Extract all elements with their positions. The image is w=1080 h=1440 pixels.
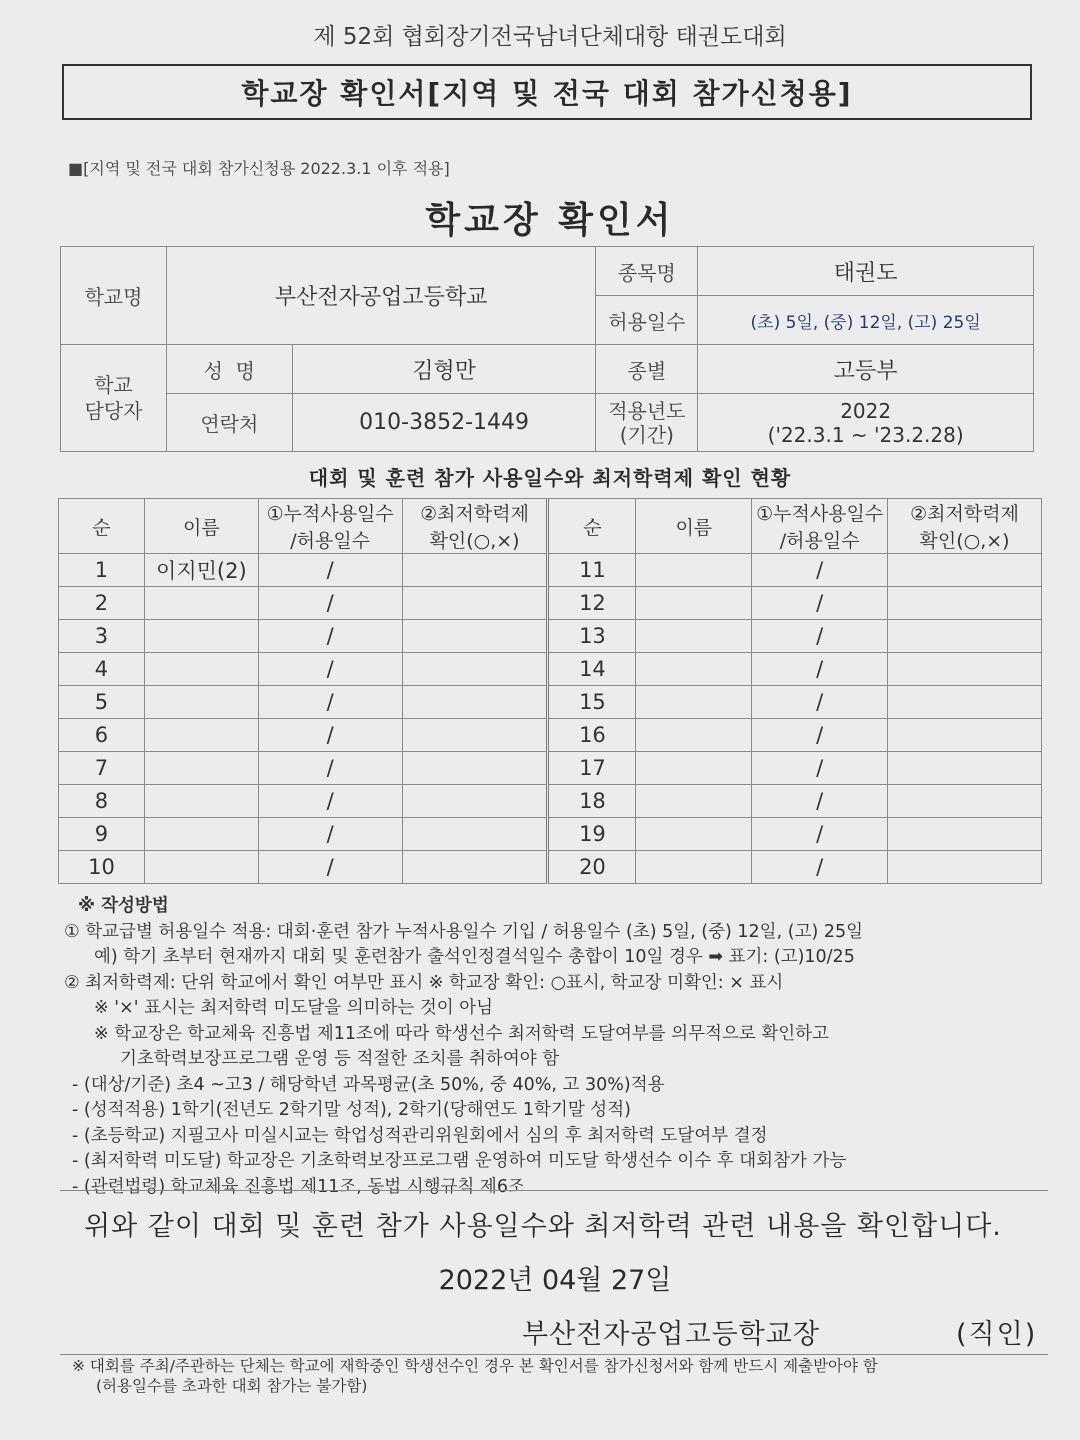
confirmation-date: 2022년 04월 27일 — [438, 1265, 672, 1296]
document-title-box — [62, 64, 1032, 120]
footer-line: (허용일수를 초과한 대회 참가는 불가함) — [96, 1377, 368, 1395]
min-academic-check — [402, 686, 548, 719]
table-row — [59, 554, 1042, 587]
days-used: / — [752, 686, 888, 719]
form-title: 학교장 확인서 — [425, 200, 675, 241]
document-title: 학교장 확인서[지역 및 전국 대회 참가신청용] — [241, 77, 853, 110]
participant-name — [636, 587, 752, 620]
table-row — [59, 785, 1042, 818]
divider — [60, 1190, 1048, 1191]
participant-name — [636, 620, 752, 653]
instruction-line: - (대상/기준) 초4 ~고3 / 해당학년 과목평균(초 50%, 중 40%, 고 30%)적용 — [72, 1074, 665, 1095]
participant-name — [636, 851, 752, 884]
division-value: 고등부 — [698, 345, 1034, 394]
row-number: 12 — [548, 587, 636, 620]
school-name-value: 부산전자공업고등학교 — [166, 247, 596, 345]
table-row — [59, 686, 1042, 719]
min-academic-check — [402, 587, 548, 620]
days-used: / — [258, 653, 402, 686]
days-used: / — [752, 851, 888, 884]
participant-name — [144, 686, 258, 719]
instructions — [64, 894, 1054, 1200]
min-academic-check — [402, 818, 548, 851]
header-days-right: ①누적사용일수 — [752, 499, 888, 527]
min-academic-check — [402, 851, 548, 884]
sport-value: 태권도 — [698, 247, 1034, 296]
days-used: / — [752, 785, 888, 818]
table-row — [59, 851, 1042, 884]
days-used: / — [752, 752, 888, 785]
allowed-days-label: 허용일수 — [596, 296, 698, 345]
table-row — [59, 620, 1042, 653]
row-number: 18 — [548, 785, 636, 818]
header-check-left-sub: 확인(○,×) — [402, 526, 548, 554]
header-days-left-sub: /허용일수 — [258, 526, 402, 554]
participant-name — [144, 653, 258, 686]
header-days-left: ①누적사용일수 — [258, 499, 402, 527]
min-academic-check — [888, 620, 1042, 653]
instruction-line: - (최저학력 미도달) 학교장은 기초학력보장프로그램 운영하여 미도달 학생선수 이수 후 대회참가 가능 — [72, 1151, 847, 1171]
row-number: 20 — [548, 851, 636, 884]
table-row — [59, 818, 1042, 851]
days-used: / — [258, 752, 402, 785]
row-number: 11 — [548, 554, 636, 587]
row-number: 7 — [59, 752, 145, 785]
min-academic-check — [402, 653, 548, 686]
instruction-line: ※ '×' 표시는 최저학력 미도달을 의미하는 것이 아님 — [94, 998, 494, 1018]
period-label: 적용년도 (기간) — [596, 394, 698, 452]
instruction-line: - (초등학교) 지필고사 미실시교는 학업성적관리위원회에서 심의 후 최저학력 도달여부 결정 — [72, 1125, 768, 1146]
row-number: 19 — [548, 818, 636, 851]
participant-name — [144, 620, 258, 653]
days-used: / — [258, 719, 402, 752]
period-year: 2022 — [840, 398, 892, 423]
min-academic-check — [888, 752, 1042, 785]
min-academic-check — [402, 620, 548, 653]
days-used: / — [258, 686, 402, 719]
participant-name — [144, 851, 258, 884]
min-academic-check — [888, 653, 1042, 686]
participant-name — [144, 719, 258, 752]
row-number: 3 — [59, 620, 145, 653]
days-used: / — [258, 554, 402, 587]
header-check-right: ②최저학력제 — [888, 499, 1042, 527]
participant-name — [144, 785, 258, 818]
min-academic-check — [888, 719, 1042, 752]
instruction-line: ② 최저학력제: 단위 학교에서 확인 여부만 표시 ※ 학교장 확인: ○표시, 학교장 미확인: × 표시 — [64, 972, 784, 993]
instruction-line: ※ 학교장은 학교체육 진흥법 제11조에 따라 학생선수 최저학력 도달여부를 의무적으로 확인하고 — [94, 1023, 829, 1044]
days-used: / — [258, 818, 402, 851]
min-academic-check — [888, 785, 1042, 818]
school-name-label: 학교명 — [61, 247, 167, 345]
status-title: 대회 및 훈련 참가 사용일수와 최저학력제 확인 현황 — [308, 466, 792, 490]
participant-name — [144, 587, 258, 620]
participant-name — [636, 752, 752, 785]
instructions-title: ※ 작성방법 — [78, 896, 169, 916]
days-used: / — [258, 785, 402, 818]
days-used: / — [752, 719, 888, 752]
official-seal: (직인) — [956, 1319, 1038, 1350]
manager-name-label: 성 명 — [166, 345, 292, 394]
days-used: / — [752, 554, 888, 587]
row-number: 17 — [548, 752, 636, 785]
table-row — [59, 587, 1042, 620]
table-row — [59, 653, 1042, 686]
participant-name — [144, 818, 258, 851]
header-name-right: 이름 — [636, 499, 752, 554]
school-info-table — [60, 246, 1034, 452]
header-name-left: 이름 — [144, 499, 258, 554]
signer-name: 부산전자공업고등학교장 — [522, 1319, 820, 1350]
participant-name: 이지민(2) — [144, 554, 258, 587]
min-academic-check — [888, 686, 1042, 719]
participant-name — [636, 554, 752, 587]
row-number: 16 — [548, 719, 636, 752]
row-number: 4 — [59, 653, 145, 686]
row-number: 15 — [548, 686, 636, 719]
min-academic-check — [888, 818, 1042, 851]
days-used: / — [258, 620, 402, 653]
table-row — [59, 719, 1042, 752]
days-used: / — [258, 587, 402, 620]
division-label: 종별 — [596, 345, 698, 394]
row-number: 14 — [548, 653, 636, 686]
event-title: 제 52회 협회장기전국남녀단체대항 태권도대회 — [313, 24, 787, 50]
row-number: 8 — [59, 785, 145, 818]
min-academic-check — [402, 785, 548, 818]
manager-label: 학교 담당자 — [61, 345, 167, 452]
instruction-line: - (성적적용) 1학기(전년도 2학기말 성적), 2학기(당해연도 1학기말 성적) — [72, 1100, 631, 1120]
row-number: 9 — [59, 818, 145, 851]
application-note: ■[지역 및 전국 대회 참가신청용 2022.3.1 이후 적용] — [68, 159, 450, 178]
allowed-days-value: (초) 5일, (중) 12일, (고) 25일 — [698, 296, 1034, 345]
instruction-line: 기초학력보장프로그램 운영 등 적절한 조치를 취하여야 함 — [120, 1049, 560, 1069]
footer-note — [72, 1356, 878, 1396]
min-academic-check — [888, 587, 1042, 620]
days-used: / — [752, 620, 888, 653]
period-value — [698, 394, 1034, 452]
participant-name — [636, 686, 752, 719]
participant-name — [636, 719, 752, 752]
header-no-right: 순 — [548, 499, 636, 554]
confirmation-statement: 위와 같이 대회 및 훈련 참가 사용일수와 최저학력 관련 내용을 확인합니다. — [84, 1211, 1002, 1242]
min-academic-check — [888, 851, 1042, 884]
days-used: / — [752, 818, 888, 851]
period-range: ('22.3.1 ~ '23.2.28) — [767, 422, 964, 447]
participant-name — [636, 653, 752, 686]
min-academic-check — [402, 554, 548, 587]
row-number: 1 — [59, 554, 145, 587]
table-row — [59, 752, 1042, 785]
participant-name — [144, 752, 258, 785]
days-used: / — [752, 653, 888, 686]
participant-name — [636, 785, 752, 818]
instruction-line: 예) 학기 초부터 현재까지 대회 및 훈련참가 출석인정결석일수 총합이 10일 경우 ➡ 표기: (고)10/25 — [94, 947, 855, 967]
contact-value: 010-3852-1449 — [292, 394, 596, 452]
manager-name-value: 김형만 — [292, 345, 596, 394]
min-academic-check — [402, 719, 548, 752]
days-used: / — [258, 851, 402, 884]
min-academic-check — [888, 554, 1042, 587]
row-number: 10 — [59, 851, 145, 884]
footer-line: ※ 대회를 주최/주관하는 단체는 학교에 재학중인 학생선수인 경우 본 확인서를 참가신청서와 함께 반드시 제출받아야 함 — [72, 1357, 878, 1375]
header-no-left: 순 — [59, 499, 145, 554]
days-used: / — [752, 587, 888, 620]
sport-label: 종목명 — [596, 247, 698, 296]
divider — [60, 1354, 1048, 1355]
header-check-right-sub: 확인(○,×) — [888, 526, 1042, 554]
row-number: 6 — [59, 719, 145, 752]
row-number: 2 — [59, 587, 145, 620]
participant-table — [58, 498, 1042, 884]
instruction-line: ① 학교급별 허용일수 적용: 대회·훈련 참가 누적사용일수 기입 / 허용일수 (초) 5일, (중) 12일, (고) 25일 — [64, 921, 864, 942]
instruction-line: - (관련법령) 학교체육 진흥법 제11조, 동법 시행규칙 제6조 — [72, 1176, 525, 1197]
row-number: 5 — [59, 686, 145, 719]
min-academic-check — [402, 752, 548, 785]
contact-label: 연락처 — [166, 394, 292, 452]
participant-name — [636, 818, 752, 851]
row-number: 13 — [548, 620, 636, 653]
header-check-left: ②최저학력제 — [402, 499, 548, 527]
header-days-right-sub: /허용일수 — [752, 526, 888, 554]
